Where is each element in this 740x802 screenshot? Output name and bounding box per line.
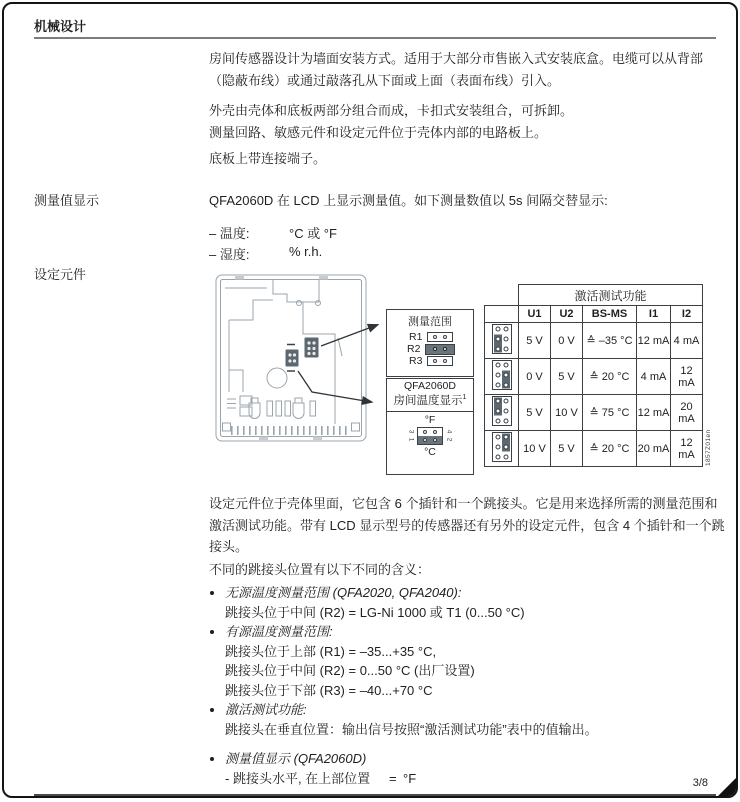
callout-range-title: 测量范围 bbox=[408, 316, 452, 328]
bullet-title: • 有源温度测量范围: bbox=[225, 624, 333, 639]
bullet-line: 跳接头位于上部 (R1) = –35...+35 °C, bbox=[225, 643, 437, 659]
table-row bbox=[485, 431, 703, 467]
test-function-table bbox=[484, 284, 703, 467]
bullet-line: 跳接头位于中间 (R2) = 0...50 °C (出厂设置) bbox=[225, 663, 475, 678]
description-p1: 设定元件位于壳体里面，它包含 6 个插针和一个跳接头。它是用来选择所需的测量范围和激活测试功能。带有 LCD 显示型号的传感器还有另外的设定元件，包含 4 个插针和一个跳接头。 bbox=[209, 496, 725, 554]
cell-bsms: ≙ 20 °C bbox=[583, 431, 637, 467]
range-row-r3 bbox=[387, 355, 473, 367]
measured-item-temperature bbox=[209, 223, 609, 242]
range-jumper-r2-selected-icon bbox=[425, 344, 455, 355]
unit-value: °F bbox=[403, 770, 417, 786]
list-item bbox=[225, 749, 727, 788]
cell-i2: 4 mA bbox=[671, 323, 703, 359]
cell-i1: 4 mA bbox=[637, 359, 671, 395]
footer-rule bbox=[34, 794, 716, 796]
column-header: U2 bbox=[551, 306, 583, 323]
table-row bbox=[485, 359, 703, 395]
measured-item-humidity bbox=[209, 244, 609, 263]
range-jumper-block-icon bbox=[305, 338, 319, 358]
intro-p3: 测量回路、敏感元件和设定元件位于壳体内部的电路板上。 bbox=[209, 124, 548, 140]
cell-u2: 5 V bbox=[551, 359, 583, 395]
cell-u2: 5 V bbox=[551, 431, 583, 467]
table-corner-empty bbox=[485, 285, 519, 306]
column-header-jumper bbox=[485, 306, 519, 323]
cell-u2: 0 V bbox=[551, 323, 583, 359]
callout-temperature-display bbox=[386, 378, 474, 475]
range-row-r2 bbox=[387, 343, 473, 355]
column-header: BS-MS bbox=[583, 306, 637, 323]
cell-i2: 12 mA bbox=[671, 431, 703, 467]
measured-item-value: °C 或 °F bbox=[289, 226, 337, 241]
measured-item-value: % r.h. bbox=[289, 244, 323, 259]
range-row-label: R1 bbox=[409, 331, 423, 343]
cursor-icon bbox=[714, 774, 738, 798]
cell-i1: 20 mA bbox=[637, 431, 671, 467]
bullet-title: • 测量值显示 (QFA2060D) bbox=[225, 751, 367, 766]
room-sensor-diagram bbox=[215, 274, 367, 442]
cell-bsms: ≙ 75 °C bbox=[583, 395, 637, 431]
intro-p2: 外壳由壳体和底板两部分组合而成，卡扣式安装组合，可拆卸。 bbox=[209, 103, 574, 118]
callout-measuring-range bbox=[386, 309, 474, 377]
column-header: U1 bbox=[519, 306, 551, 323]
pin-label-2: 2 bbox=[445, 437, 453, 442]
intro-p1: 房间传感器设计为墙面安装方式。适用于大部分市售嵌入式安装底盒。电缆可以从背部（隐蔽布线）或通过敲落孔从下面或上面（表面布线）引入。 bbox=[209, 51, 704, 88]
page-number: 3/8 bbox=[692, 777, 708, 789]
callout-display-title: 房间温度显示$^1$ bbox=[393, 394, 467, 407]
footnote-mark: 1 bbox=[462, 394, 467, 402]
model-number: QFA2060D bbox=[404, 380, 456, 392]
jumper-position-right-bottom-icon bbox=[485, 359, 519, 395]
label-setting-elements: 设定元件 bbox=[34, 267, 87, 282]
equals-sign: = bbox=[389, 770, 397, 786]
range-row-r1 bbox=[387, 331, 473, 343]
column-header: I1 bbox=[637, 306, 671, 323]
description-p2: 不同的跳接头位置有以下不同的含义： bbox=[209, 561, 431, 577]
bullet-title: • 无源温度测量范围 (QFA2020, QFA2040): bbox=[225, 585, 462, 600]
unit-bottom-label: °C bbox=[424, 446, 436, 458]
table-row bbox=[485, 323, 703, 359]
cell-u2: 10 V bbox=[551, 395, 583, 431]
cell-u1: 10 V bbox=[519, 431, 551, 467]
cell-i2: 12 mA bbox=[671, 359, 703, 395]
intro-paragraphs bbox=[209, 48, 725, 170]
table-title: 激活测试功能 bbox=[519, 285, 703, 306]
table-row bbox=[485, 395, 703, 431]
range-jumper-r1-icon bbox=[427, 332, 453, 342]
bullet-line: 跳接头位于中间 (R2) = LG-Ni 1000 或 T1 (0...50 °C) bbox=[225, 604, 525, 620]
bullet-line: 跳接头在垂直位置：输出信号按照“激活测试功能”表中的值输出。 bbox=[225, 721, 598, 737]
setting-elements-figure bbox=[209, 274, 729, 478]
unit-jumper-icon bbox=[417, 427, 443, 445]
jumper-position-left-bottom-icon bbox=[485, 323, 519, 359]
cell-i1: 12 mA bbox=[637, 323, 671, 359]
bullet-title: • 激活测试功能: bbox=[225, 702, 307, 717]
callout-display-body bbox=[387, 412, 473, 458]
list-item bbox=[225, 700, 727, 739]
pin-label-4: 4 bbox=[445, 429, 453, 434]
header-rule bbox=[34, 37, 716, 39]
range-row-label: R3 bbox=[409, 355, 423, 367]
measured-item-name: – 湿度: bbox=[209, 247, 250, 262]
bullet-line: - 跳接头水平, 在上部位置 = °F bbox=[225, 769, 727, 789]
intro-p4: 底板上带连接端子。 bbox=[209, 151, 327, 166]
jumper-position-left-top-icon bbox=[485, 395, 519, 431]
pin-label-3: 3 bbox=[407, 429, 415, 434]
document-page bbox=[2, 2, 738, 798]
measured-value-text: QFA2060D 在 LCD 上显示测量值。如下测量数值以 5s 间隔交替显示: bbox=[209, 193, 608, 208]
callout-display-header bbox=[387, 379, 473, 412]
measured-item-name: – 温度: bbox=[209, 226, 250, 241]
pin-label-1: 1 bbox=[407, 437, 415, 442]
cell-bsms: ≙ 20 °C bbox=[583, 359, 637, 395]
jumper-meaning-list bbox=[209, 583, 727, 788]
unit-top-label: °F bbox=[424, 414, 436, 426]
range-row-label: R2 bbox=[407, 343, 421, 355]
section-title: 机械设计 bbox=[34, 19, 87, 34]
cell-u1: 0 V bbox=[519, 359, 551, 395]
bullet-line: 跳接头位于下部 (R3) = –40...+70 °C bbox=[225, 682, 433, 698]
description-block bbox=[209, 493, 727, 788]
cell-bsms: ≙ –35 °C bbox=[583, 323, 637, 359]
cell-i2: 20 mA bbox=[671, 395, 703, 431]
range-jumper-r3-icon bbox=[427, 356, 453, 366]
cell-u1: 5 V bbox=[519, 323, 551, 359]
label-measured-value-display: 测量值显示 bbox=[34, 193, 100, 208]
cell-u1: 5 V bbox=[519, 395, 551, 431]
jumper-position-right-top-icon bbox=[485, 431, 519, 467]
display-jumper-block-icon bbox=[286, 345, 299, 372]
cell-i1: 12 mA bbox=[637, 395, 671, 431]
list-item bbox=[225, 583, 727, 622]
list-item bbox=[225, 622, 727, 700]
column-header: I2 bbox=[671, 306, 703, 323]
figure-reference-code: 1857Z01en bbox=[705, 429, 712, 466]
